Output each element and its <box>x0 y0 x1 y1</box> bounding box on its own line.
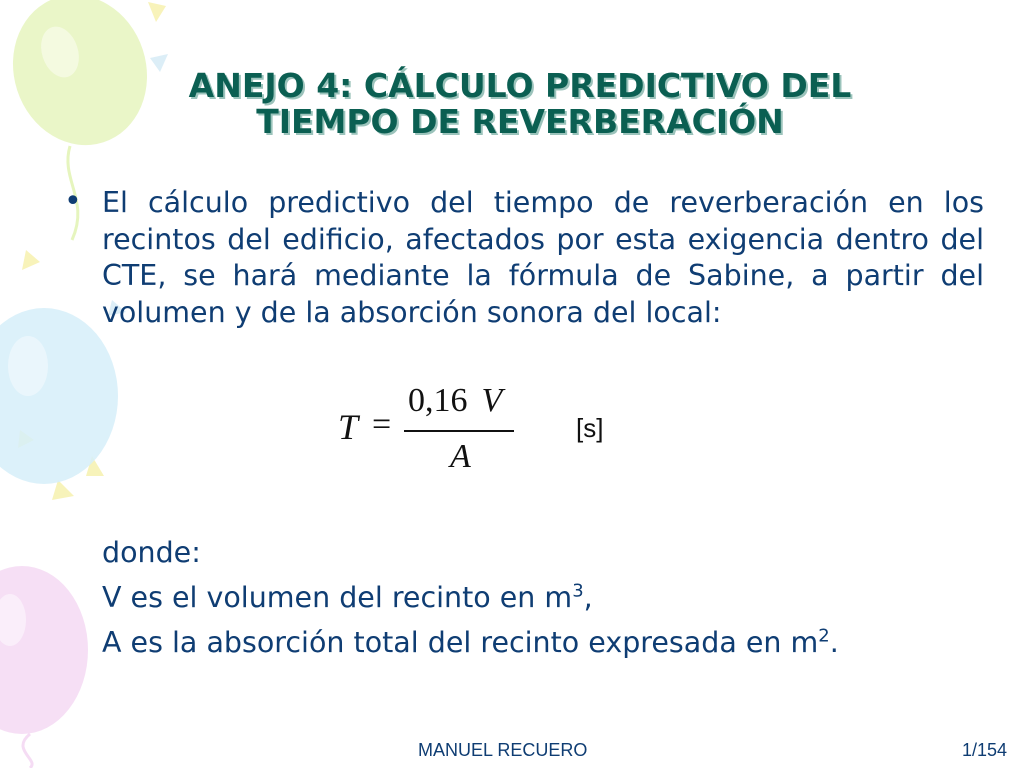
footer-page-number: 1/154 <box>962 740 1008 760</box>
formula-equals: = <box>372 406 392 443</box>
formula-numerator <box>408 382 502 420</box>
title-line-2: TIEMPO DE REVERBERACIÓN <box>256 102 784 142</box>
footer-author: MANUEL RECUERO <box>418 740 588 760</box>
formula-unit: [s] <box>576 413 604 443</box>
definition-v <box>102 580 984 617</box>
definition-a-exponent: 2 <box>818 625 830 647</box>
formula-volume-var: V <box>481 382 503 419</box>
definition-a <box>102 625 984 662</box>
slide-title <box>60 68 980 141</box>
title-line-1: ANEJO 4: CÁLCULO PREDICTIVO DEL <box>188 66 852 105</box>
definition-a-end: . <box>829 626 839 659</box>
definition-a-text: A es la absorción total del recinto expresada en m <box>102 626 819 659</box>
formula-denominator: A <box>450 438 471 475</box>
intro-paragraph: El cálculo predictivo del tiempo de reverberación en los recintos del edificio, afectados por esta exigencia dentro del CTE, se hará mediante la fórmula de Sabine, a partir del volumen y de la absorción sonora del local: <box>102 186 984 329</box>
formula-lhs: T <box>338 407 359 447</box>
formula-coefficient: 0,16 <box>408 382 468 419</box>
definition-v-text: V es el volumen del recinto en m <box>102 581 573 614</box>
fraction-bar <box>404 430 514 432</box>
bullet-marker: • <box>64 184 82 219</box>
definition-v-end: , <box>583 581 593 614</box>
definition-v-exponent: 3 <box>572 580 584 602</box>
donde-label: donde: <box>102 536 201 569</box>
